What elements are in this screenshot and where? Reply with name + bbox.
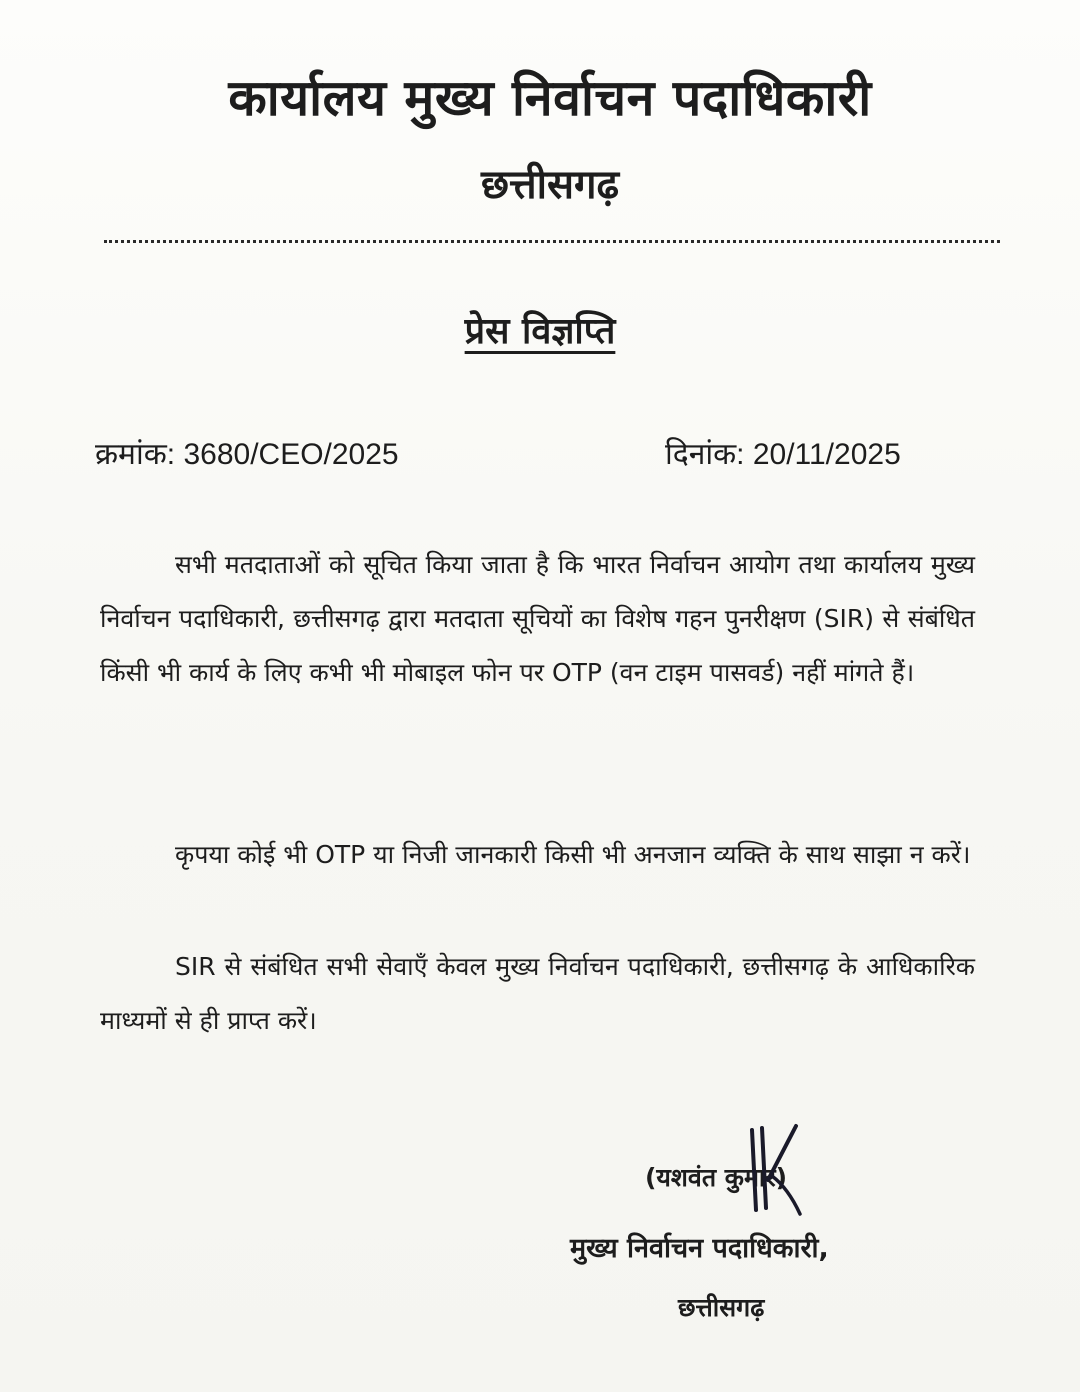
header-divider [104,240,1000,243]
body-paragraph-3: SIR से संबंधित सभी सेवाएँ केवल मुख्य निर्वाचन पदाधिकारी, छत्तीसगढ़ के आधिकारिक माध्यमों से ही प्राप्त करें। [100,952,975,1035]
reference-number: क्रमांक: 3680/CEO/2025 [95,438,399,471]
signatory-name: (यशवंत कुमार) [645,1163,788,1192]
body-paragraph-2: कृपया कोई भी OTP या निजी जानकारी किसी भी अनजान व्यक्ति के साथ साझा न करें। [175,840,971,869]
signatory-state: छत्तीसगढ़ [678,1293,765,1322]
signatory-designation: मुख्य निर्वाचन पदाधिकारी, [570,1233,829,1264]
document-date: दिनांक: 20/11/2025 [665,438,901,471]
state-name: छत्तीसगढ़ [480,162,620,208]
body-paragraph-1: सभी मतदाताओं को सूचित किया जाता है कि भारत निर्वाचन आयोग तथा कार्यालय मुख्य निर्वाचन पदाधिकारी, छत्तीसगढ़ द्वारा मतदाता सूचियों का विशेष गहन पुनरीक्षण (SIR) से संबंधित किंसी भी कार्य के लिए कभी भी मोबाइल फोन पर OTP (वन टाइम पासवर्ड) नहीं मांगते हैं। [100,550,975,687]
document-title: प्रेस विज्ञप्ति [464,311,616,352]
office-name: कार्यालय मुख्य निर्वाचन पदाधिकारी [228,69,872,127]
handwritten-signature [738,1118,808,1218]
